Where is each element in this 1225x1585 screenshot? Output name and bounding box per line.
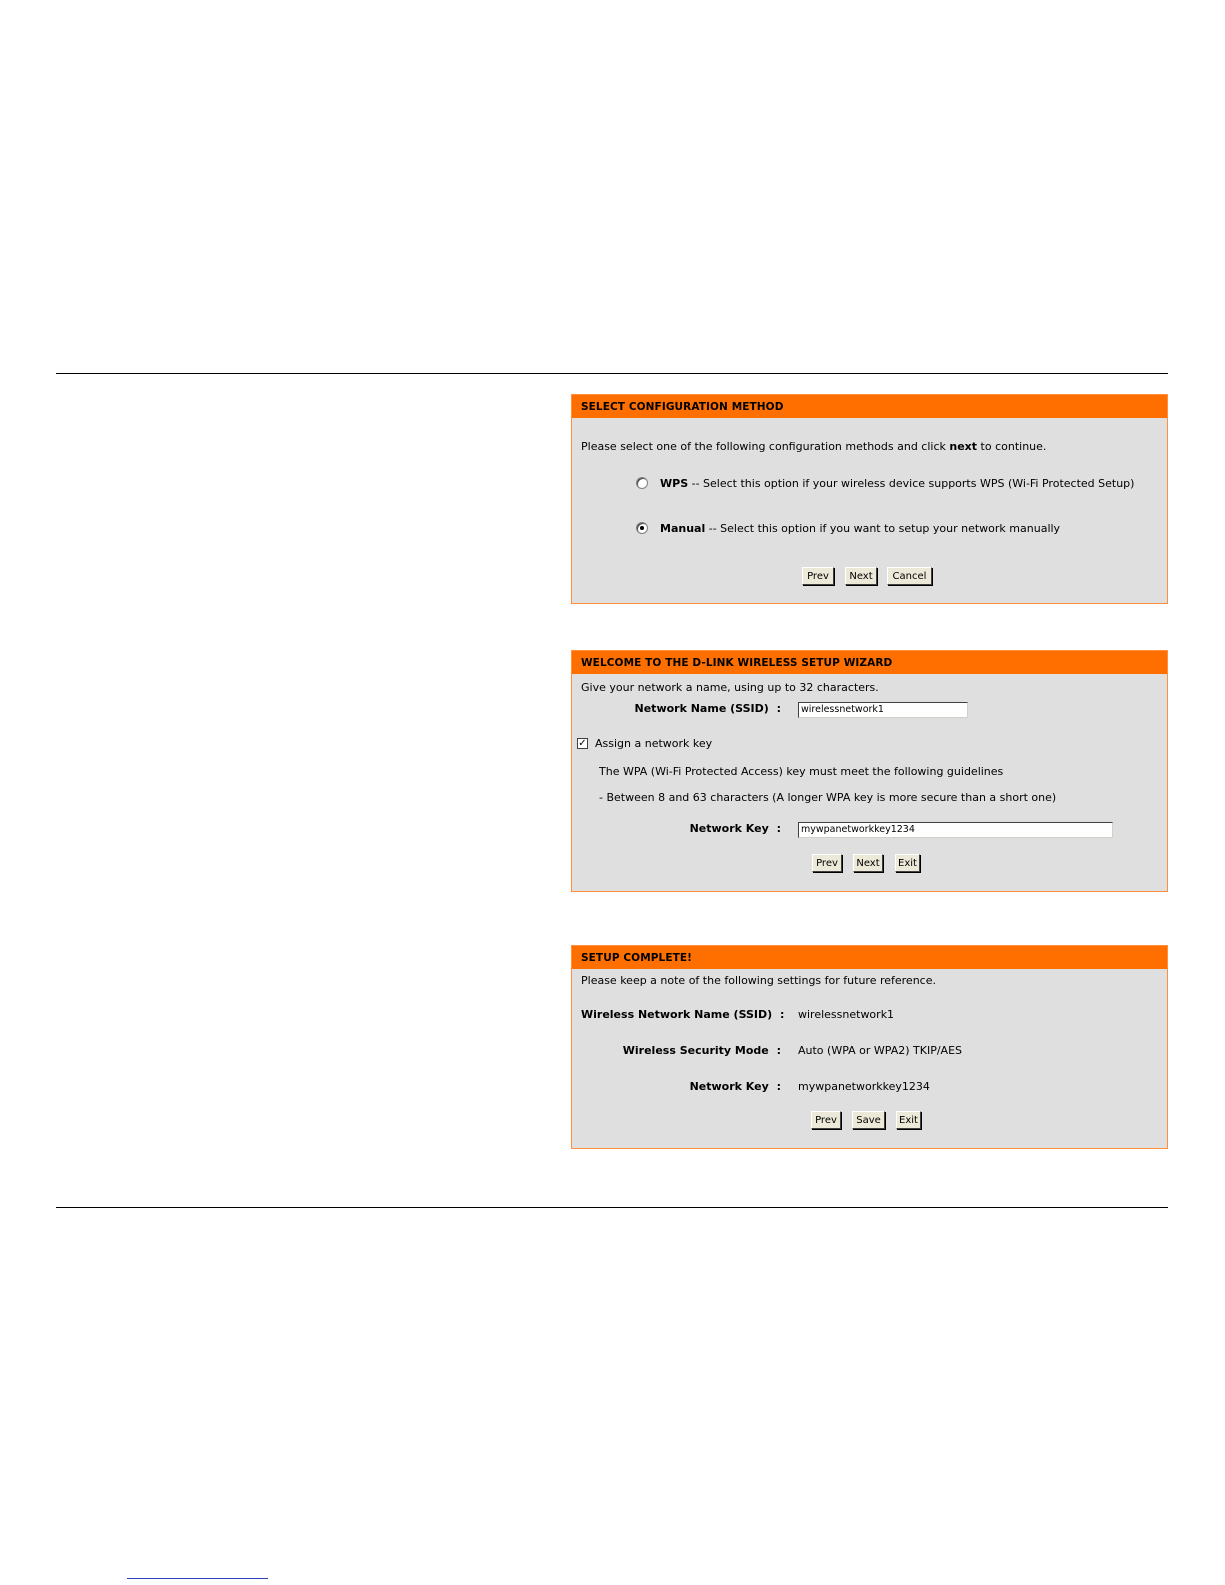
summary-security-value: Auto (WPA or WPA2) TKIP/AES — [798, 1044, 962, 1057]
select-configuration-method-panel — [571, 394, 1168, 604]
summary-ssid-label — [581, 1008, 785, 1021]
summary-separator: : — [776, 1080, 781, 1093]
network-key-label-text: Network Key — [689, 822, 769, 835]
prev-button[interactable]: Prev — [811, 1111, 841, 1129]
summary-label-text: Wireless Network Name (SSID) — [581, 1008, 773, 1021]
summary-label-text: Wireless Security Mode — [622, 1044, 769, 1057]
config-intro-tail: to continue. — [980, 440, 1047, 453]
wpa-guideline-item: - Between 8 and 63 characters (A longer WPA key is more secure than a short one) — [599, 791, 1057, 804]
footer-link-underline — [127, 1578, 268, 1579]
panel-title: SELECT CONFIGURATION METHOD — [572, 395, 1167, 418]
network-key-separator: : — [776, 822, 781, 835]
complete-intro: Please keep a note of the following settings for future reference. — [581, 974, 936, 987]
ssid-label-text: Network Name (SSID) — [634, 702, 769, 715]
assign-key-label: Assign a network key — [595, 737, 713, 750]
summary-key-label — [581, 1080, 781, 1093]
panel-title: WELCOME TO THE D-LINK WIRELESS SETUP WIZARD — [572, 651, 1167, 674]
wpa-guideline-text: The WPA (Wi-Fi Protected Access) key must meet the following guidelines — [599, 765, 1004, 778]
config-intro — [581, 440, 1046, 453]
welcome-wizard-panel — [571, 650, 1168, 892]
ssid-input[interactable]: wirelessnetwork1 — [798, 702, 968, 718]
welcome-intro: Give your network a name, using up to 32 characters. — [581, 681, 879, 694]
exit-button[interactable]: Exit — [896, 1111, 921, 1129]
wps-option — [660, 477, 1134, 490]
bottom-rule — [56, 1207, 1168, 1208]
config-intro-text: Please select one of the following configuration methods and click — [581, 440, 946, 453]
setup-complete-panel — [571, 945, 1168, 1149]
summary-separator: : — [780, 1008, 785, 1021]
prev-button[interactable]: Prev — [802, 567, 834, 585]
cancel-button[interactable]: Cancel — [887, 567, 932, 585]
ssid-separator: : — [776, 702, 781, 715]
summary-security-label — [581, 1044, 781, 1057]
radio-selected-dot — [640, 526, 644, 530]
exit-button[interactable]: Exit — [895, 854, 920, 872]
next-button[interactable]: Next — [845, 567, 877, 585]
summary-label-text: Network Key — [689, 1080, 769, 1093]
manual-radio[interactable] — [636, 522, 648, 534]
manual-option-name: Manual — [660, 522, 706, 535]
manual-option-desc: -- Select this option if you want to setup your network manually — [708, 522, 1061, 535]
ssid-label — [581, 702, 781, 715]
panel-title: SETUP COMPLETE! — [572, 946, 1167, 969]
manual-option — [660, 522, 1060, 535]
wps-radio[interactable] — [636, 477, 648, 489]
summary-separator: : — [776, 1044, 781, 1057]
wps-option-desc: -- Select this option if your wireless device supports WPS (Wi-Fi Protected Setup) — [691, 477, 1135, 490]
top-rule — [56, 373, 1168, 374]
prev-button[interactable]: Prev — [812, 854, 842, 872]
wps-option-name: WPS — [660, 477, 689, 490]
next-button[interactable]: Next — [853, 854, 883, 872]
save-button[interactable]: Save — [852, 1111, 885, 1129]
assign-key-checkbox[interactable]: ✓ — [578, 738, 587, 749]
summary-ssid-value: wirelessnetwork1 — [798, 1008, 895, 1021]
network-key-input[interactable]: mywpanetworkkey1234 — [798, 822, 1113, 838]
summary-key-value: mywpanetworkkey1234 — [798, 1080, 930, 1093]
config-intro-next: next — [949, 440, 978, 453]
network-key-label — [581, 822, 781, 835]
